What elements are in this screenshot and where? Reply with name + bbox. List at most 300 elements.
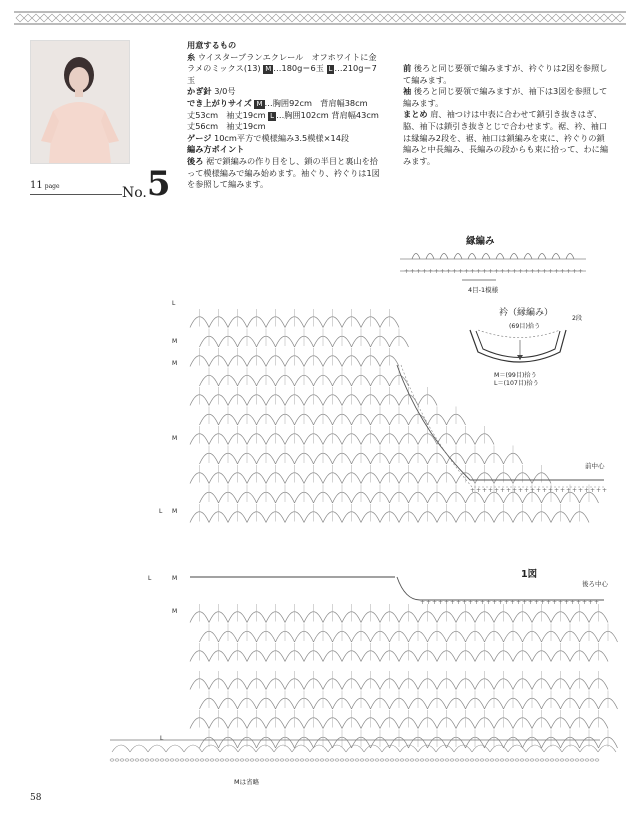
edging-cross-mark: + <box>530 268 536 275</box>
chain-stitch <box>340 759 344 761</box>
collar-diagram <box>470 330 566 362</box>
edging-arch <box>524 254 532 260</box>
lower-crochet-chart <box>110 577 618 761</box>
top-decorative-band <box>14 12 626 24</box>
row-label: M <box>172 360 178 367</box>
edging-cross-mark: + <box>578 268 584 275</box>
band-diamond <box>160 14 168 22</box>
size-l-text: …胸囲102cm <box>276 109 329 120</box>
band-diamond <box>112 14 120 22</box>
figure-1-label: 1図 <box>521 569 538 580</box>
chain-stitch <box>530 759 534 761</box>
band-diamond <box>40 14 48 22</box>
band-diamond <box>616 14 624 22</box>
band-diamond <box>208 14 216 22</box>
pattern-number-label <box>122 164 171 204</box>
chain-stitch <box>185 759 189 761</box>
model-illustration <box>31 41 129 163</box>
edging-arch <box>412 254 420 260</box>
chain-stitch <box>270 759 274 761</box>
chain-stitch <box>375 759 379 761</box>
chain-stitch <box>580 759 584 761</box>
pattern-number: 5 <box>146 164 171 204</box>
collar-m-label: M＝(99目)拾う <box>494 372 537 379</box>
gauge-line <box>187 133 383 145</box>
chain-stitch <box>250 759 254 761</box>
neck-edge-mark: + <box>494 487 500 494</box>
chain-stitch <box>215 759 219 761</box>
edging-cross-mark: + <box>446 268 452 275</box>
band-diamond <box>88 14 96 22</box>
chain-stitch <box>395 759 399 761</box>
no-prefix: No. <box>122 185 147 201</box>
size-l-badge: L <box>328 65 333 74</box>
band-diamond <box>448 14 456 22</box>
neck-edge-mark: + <box>572 487 578 494</box>
chain-stitch <box>175 759 179 761</box>
chain-stitch <box>500 759 504 761</box>
chain-stitch <box>545 759 549 761</box>
band-diamond <box>440 14 448 22</box>
chain-stitch <box>225 759 229 761</box>
border-arch <box>454 745 472 752</box>
back-neck-mark: + <box>582 599 588 606</box>
chain-stitch <box>280 759 284 761</box>
row-label: M <box>172 508 178 515</box>
chain-stitch <box>290 759 294 761</box>
back-neck-mark: + <box>492 599 498 606</box>
border-arch <box>436 745 454 752</box>
border-arch <box>400 745 418 752</box>
yarn-key: 糸 <box>187 51 196 62</box>
finishing-instructions <box>403 109 609 167</box>
edging-arch <box>426 254 434 260</box>
chain-stitch <box>285 759 289 761</box>
chain-stitch <box>555 759 559 761</box>
chain-stitch <box>510 759 514 761</box>
band-diamond <box>544 14 552 22</box>
band-diamond <box>104 14 112 22</box>
front-text: 後ろと同じ要領で編みますが、衿ぐりは2図を参照して編みます。 <box>403 63 608 85</box>
chain-stitch <box>470 759 474 761</box>
band-diamond <box>272 14 280 22</box>
chain-stitch <box>260 759 264 761</box>
chain-stitch <box>435 759 439 761</box>
chain-stitch <box>220 759 224 761</box>
edging-arch <box>510 254 518 260</box>
border-arch <box>148 745 166 752</box>
edging-arch <box>566 254 574 260</box>
chain-stitch <box>440 759 444 761</box>
collar-l-label: L＝(107目)拾う <box>494 380 539 387</box>
edging-cross-mark: + <box>428 268 434 275</box>
back-instructions <box>187 156 383 191</box>
chain-stitch <box>165 759 169 761</box>
sleeve-text: 後ろと同じ要領で編みますが、袖下は3図を参照して編みます。 <box>403 86 608 108</box>
chain-stitch <box>385 759 389 761</box>
band-diamond <box>24 14 32 22</box>
border-arch <box>562 745 580 752</box>
chain-stitch <box>350 759 354 761</box>
chain-stitch <box>275 759 279 761</box>
band-diamond <box>536 14 544 22</box>
edging-cross-mark: + <box>440 268 446 275</box>
border-arch <box>490 745 508 752</box>
size-line <box>187 97 388 133</box>
back-key: 後ろ <box>187 155 204 166</box>
band-diamond <box>144 14 152 22</box>
border-arch <box>418 745 436 752</box>
border-arch <box>382 745 400 752</box>
edging-cross-mark: + <box>434 268 440 275</box>
chain-stitch <box>475 759 479 761</box>
yarn-line <box>187 52 383 87</box>
chain-stitch <box>520 759 524 761</box>
back-neck-mark: + <box>576 599 582 606</box>
band-diamond <box>280 14 288 22</box>
edging-arch <box>482 254 490 260</box>
back-neck-mark: + <box>462 599 468 606</box>
border-arch <box>112 745 130 752</box>
chain-stitch <box>310 759 314 761</box>
band-diamond <box>520 14 528 22</box>
back-neck-mark: + <box>438 599 444 606</box>
back-neck-mark: + <box>474 599 480 606</box>
chain-stitch <box>425 759 429 761</box>
chain-stitch <box>590 759 594 761</box>
band-diamond <box>552 14 560 22</box>
band-diamond <box>296 14 304 22</box>
edging-cross-mark: + <box>542 268 548 275</box>
neck-edge-mark: + <box>536 487 542 494</box>
band-diamond <box>320 14 328 22</box>
chain-stitch <box>155 759 159 761</box>
chain-stitch <box>380 759 384 761</box>
border-arch <box>220 745 238 752</box>
neck-edge-mark: + <box>512 487 518 494</box>
band-diamond <box>64 14 72 22</box>
band-diamond <box>584 14 592 22</box>
band-diamond <box>480 14 488 22</box>
chain-stitch <box>205 759 209 761</box>
border-arch <box>472 745 490 752</box>
band-diamond <box>56 14 64 22</box>
chain-stitch <box>235 759 239 761</box>
edging-arch <box>440 254 448 260</box>
band-diamond <box>592 14 600 22</box>
chain-stitch <box>485 759 489 761</box>
band-diamond <box>352 14 360 22</box>
band-diamond <box>48 14 56 22</box>
edging-cross-mark: + <box>482 268 488 275</box>
m-omit-label: Mは省略 <box>234 778 260 786</box>
edging-cross-mark: + <box>464 268 470 275</box>
model-photo <box>30 40 130 164</box>
band-diamond <box>328 14 336 22</box>
band-diamond <box>376 14 384 22</box>
edging-cross-mark: + <box>488 268 494 275</box>
border-arch <box>256 745 274 752</box>
neck-edge-mark: + <box>530 487 536 494</box>
chain-stitch <box>450 759 454 761</box>
chain-stitch <box>245 759 249 761</box>
edging-cross-mark: + <box>416 268 422 275</box>
back-neck-mark: + <box>552 599 558 606</box>
chain-stitch <box>150 759 154 761</box>
edging-cross-mark: + <box>500 268 506 275</box>
back-center-label: 後ろ中心 <box>582 580 608 588</box>
edging-arch <box>538 254 546 260</box>
row-label: L <box>148 575 152 582</box>
chain-stitch <box>125 759 129 761</box>
back-neck-mark: + <box>528 599 534 606</box>
neck-edge-mark: + <box>506 487 512 494</box>
band-diamond <box>608 14 616 22</box>
neck-edge-mark: + <box>578 487 584 494</box>
back-neck-mark: + <box>432 599 438 606</box>
edging-cross-mark: + <box>452 268 458 275</box>
chain-stitch <box>160 759 164 761</box>
row-label: L <box>159 508 163 515</box>
band-diamond <box>504 14 512 22</box>
band-diamond <box>408 14 416 22</box>
band-diamond <box>176 14 184 22</box>
neck-edge-mark: + <box>542 487 548 494</box>
chain-stitch <box>265 759 269 761</box>
chain-stitch <box>345 759 349 761</box>
neck-edge-mark: + <box>470 487 476 494</box>
chain-stitch <box>120 759 124 761</box>
border-arch <box>598 745 616 752</box>
chain-stitch <box>330 759 334 761</box>
neck-edge-mark: + <box>500 487 506 494</box>
back-neck-mark: + <box>480 599 486 606</box>
hook-line <box>187 86 383 98</box>
neck-edge-mark: + <box>560 487 566 494</box>
back-neck-mark: + <box>444 599 450 606</box>
border-arch <box>184 745 202 752</box>
edging-cross-mark: + <box>476 268 482 275</box>
band-diamond <box>288 14 296 22</box>
band-diamond <box>240 14 248 22</box>
neck-edge-mark: + <box>602 487 608 494</box>
chain-stitch <box>295 759 299 761</box>
chain-stitch <box>200 759 204 761</box>
edging-cross-mark: + <box>470 268 476 275</box>
chain-stitch <box>130 759 134 761</box>
chain-stitch <box>315 759 319 761</box>
chain-stitch <box>170 759 174 761</box>
size-heading: でき上がりサイズ <box>187 97 252 108</box>
band-diamond <box>72 14 80 22</box>
chain-stitch <box>585 759 589 761</box>
band-diamond <box>568 14 576 22</box>
band-diamond <box>472 14 480 22</box>
back-neck-mark: + <box>504 599 510 606</box>
chain-stitch <box>415 759 419 761</box>
instructions-column-1 <box>187 40 388 191</box>
chain-stitch <box>515 759 519 761</box>
neck-edge-mark: + <box>590 487 596 494</box>
hook-text: 3/0号 <box>214 86 236 97</box>
chain-stitch <box>325 759 329 761</box>
band-diamond <box>600 14 608 22</box>
band-diamond <box>344 14 352 22</box>
row-label: M <box>172 608 178 615</box>
band-diamond <box>368 14 376 22</box>
size-m-badge-2: M <box>256 99 263 108</box>
edging-cross-mark: + <box>404 268 410 275</box>
collar-steps-label: 2段 <box>572 315 583 322</box>
size-l-text-2: 背肩幅43cm 丈56cm 袖丈19cm <box>187 109 388 132</box>
edging-stitch-chart <box>400 254 586 281</box>
border-arch <box>292 745 310 752</box>
back-neck-mark: + <box>540 599 546 606</box>
edging-cross-mark: + <box>572 268 578 275</box>
gauge-text: 10cm平方で模様編み3.5模様×14段 <box>214 132 350 143</box>
chain-stitch <box>480 759 484 761</box>
back-neck-mark: + <box>594 599 600 606</box>
upper-crochet-chart <box>190 309 607 523</box>
band-diamond <box>384 14 392 22</box>
chain-stitch <box>455 759 459 761</box>
band-diamond <box>200 14 208 22</box>
footer-page-number: 58 <box>30 793 42 803</box>
border-arch <box>166 745 184 752</box>
chain-stitch <box>365 759 369 761</box>
back-neck-mark: + <box>522 599 528 606</box>
neck-edge-mark: + <box>476 487 482 494</box>
back-neck-mark: + <box>498 599 504 606</box>
band-diamond <box>184 14 192 22</box>
band-diamond <box>312 14 320 22</box>
row-label: M <box>172 435 178 442</box>
border-arch <box>130 745 148 752</box>
yarn-m: …180g＝6玉 <box>273 63 324 74</box>
band-diamond <box>16 14 24 22</box>
band-diamond <box>224 14 232 22</box>
edging-cross-mark: + <box>410 268 416 275</box>
band-diamond <box>432 14 440 22</box>
chain-stitch <box>540 759 544 761</box>
chain-stitch <box>135 759 139 761</box>
chain-stitch <box>210 759 214 761</box>
sleeve-key: 袖 <box>403 86 412 97</box>
band-diamond <box>248 14 256 22</box>
chain-stitch <box>255 759 259 761</box>
page-number-label <box>30 180 60 191</box>
chain-stitch <box>140 759 144 761</box>
neck-edge-mark: + <box>548 487 554 494</box>
chain-stitch <box>305 759 309 761</box>
chain-stitch <box>595 759 599 761</box>
back-text: 裾で鎖編みの作り目をし、鎖の半目と裏山を拾って模様編みで編み始めます。袖ぐり、衿ぐりは1図を参照して編みます。 <box>187 155 380 190</box>
chain-stitch <box>320 759 324 761</box>
front-instructions <box>403 63 609 86</box>
band-diamond <box>168 14 176 22</box>
band-diamond <box>232 14 240 22</box>
edging-cross-mark: + <box>536 268 542 275</box>
chain-stitch <box>575 759 579 761</box>
gauge-key: ゲージ <box>187 132 212 143</box>
sleeve-instructions <box>403 86 609 109</box>
border-arch <box>364 745 382 752</box>
chain-stitch <box>525 759 529 761</box>
edging-cross-mark: + <box>422 268 428 275</box>
edging-arch <box>454 254 462 260</box>
chain-stitch <box>445 759 449 761</box>
chain-stitch <box>180 759 184 761</box>
band-diamond <box>400 14 408 22</box>
neck-edge-mark: + <box>524 487 530 494</box>
band-diamond <box>424 14 432 22</box>
howto-heading: 編み方ポイント <box>187 144 245 155</box>
band-diamond <box>96 14 104 22</box>
back-neck-mark: + <box>534 599 540 606</box>
back-neck-mark: + <box>516 599 522 606</box>
instructions-column-2 <box>403 40 609 167</box>
band-diamond <box>216 14 224 22</box>
band-diamond <box>192 14 200 22</box>
chain-stitch <box>355 759 359 761</box>
size-m-badge: M <box>265 65 272 74</box>
chain-stitch <box>230 759 234 761</box>
back-neck-mark: + <box>570 599 576 606</box>
band-diamond <box>152 14 160 22</box>
edging-cross-mark: + <box>548 268 554 275</box>
border-arch <box>526 745 544 752</box>
band-diamond <box>416 14 424 22</box>
size-m-text: …胸囲92cm 背肩幅38cm 丈53cm 袖丈19cm <box>187 97 376 120</box>
edging-cross-mark: + <box>458 268 464 275</box>
row-label: L <box>172 300 176 307</box>
chain-stitch <box>195 759 199 761</box>
edging-cross-mark: + <box>566 268 572 275</box>
edging-cross-mark: + <box>554 268 560 275</box>
back-neck-mark: + <box>558 599 564 606</box>
band-diamond <box>120 14 128 22</box>
band-diamond <box>560 14 568 22</box>
band-diamond <box>80 14 88 22</box>
edging-arch <box>552 254 560 260</box>
neck-edge-mark: + <box>596 487 602 494</box>
chain-stitch <box>535 759 539 761</box>
back-neck-mark: + <box>420 599 426 606</box>
edging-caption: 4目-1模様 <box>468 286 499 294</box>
neck-edge-mark: + <box>566 487 572 494</box>
border-arch <box>328 745 346 752</box>
edging-cross-mark: + <box>518 268 524 275</box>
back-neck-edge <box>397 577 604 600</box>
chain-stitch <box>145 759 149 761</box>
edging-cross-mark: + <box>560 268 566 275</box>
chain-stitch <box>420 759 424 761</box>
chain-stitch <box>505 759 509 761</box>
back-neck-mark: + <box>456 599 462 606</box>
border-arch <box>346 745 364 752</box>
neck-edge-mark: + <box>488 487 494 494</box>
chain-stitch <box>550 759 554 761</box>
size-l-badge-2: L <box>270 111 275 120</box>
back-neck-mark: + <box>450 599 456 606</box>
band-diamond <box>264 14 272 22</box>
edging-cross-mark: + <box>512 268 518 275</box>
back-neck-mark: + <box>546 599 552 606</box>
front-center-label: 前中心 <box>585 462 605 470</box>
collar-top-label: (69目)拾う <box>509 323 541 330</box>
back-neck-mark: + <box>426 599 432 606</box>
materials-heading: 用意するもの <box>187 40 237 50</box>
